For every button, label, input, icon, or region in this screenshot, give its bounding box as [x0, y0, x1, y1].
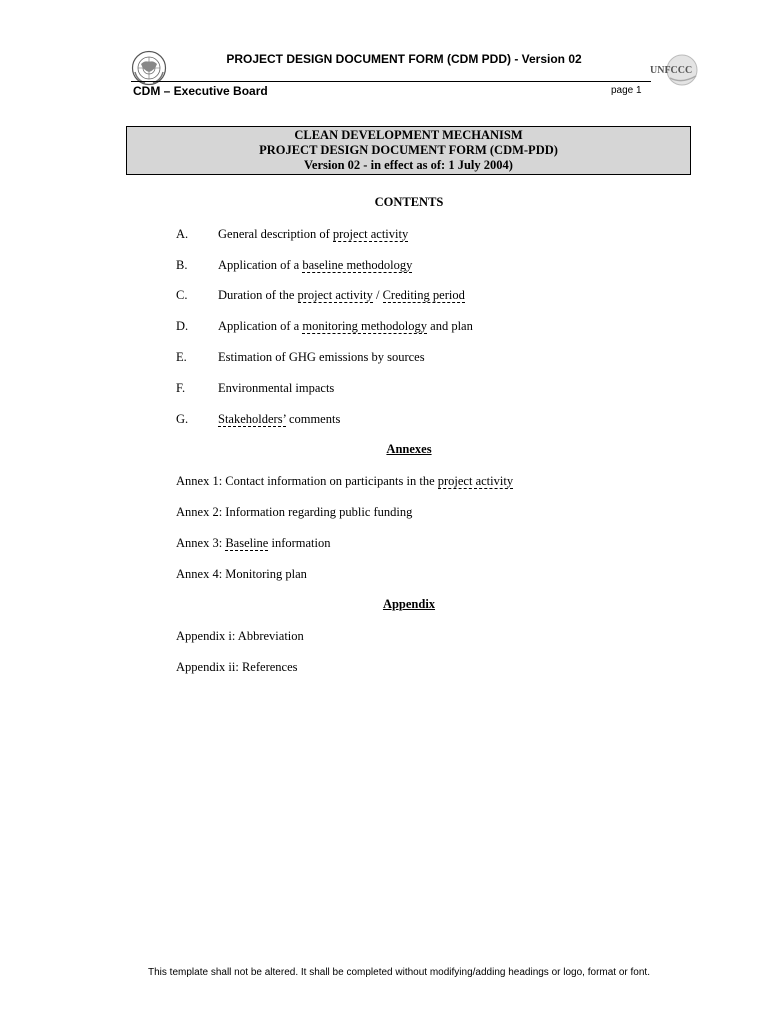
header-title: PROJECT DESIGN DOCUMENT FORM (CDM PDD) - Version 02: [226, 52, 582, 66]
item-text: Application of a: [218, 258, 303, 272]
contents-item-title: [218, 288, 465, 303]
item-text: Duration of the: [218, 288, 298, 302]
title-line-2: PROJECT DESIGN DOCUMENT FORM (CDM-PDD): [259, 143, 558, 157]
contents-item-letter: F.: [176, 381, 186, 395]
item-text: Annex 2: Information regarding public funding: [176, 505, 413, 519]
item-text: Appendix i: Abbreviation: [176, 629, 304, 643]
contents-item-title: [218, 412, 340, 427]
glossary-link[interactable]: Crediting period: [382, 288, 465, 302]
contents-item-title: [218, 350, 425, 365]
item-text: Environmental impacts: [218, 381, 335, 395]
title-line-1: CLEAN DEVELOPMENT MECHANISM: [294, 128, 523, 142]
contents-item-title: [218, 381, 334, 396]
glossary-link[interactable]: Stakeholders’: [218, 412, 286, 426]
contents-heading: CONTENTS: [374, 195, 444, 209]
contents-item-letter: B.: [176, 258, 188, 272]
contents-item-title: [218, 227, 408, 242]
glossary-link[interactable]: monitoring methodology: [302, 319, 428, 333]
header-divider: [131, 81, 651, 82]
annex-item: [176, 536, 331, 551]
item-text: /: [372, 288, 383, 302]
annex-item: [176, 567, 307, 582]
page-number: page 1: [611, 85, 642, 96]
item-text: and plan: [427, 319, 473, 333]
appendix-heading: Appendix: [382, 597, 436, 611]
item-text: information: [268, 536, 331, 550]
contents-item-letter: E.: [176, 350, 187, 364]
item-text: Annex 1: Contact information on participants in the: [176, 474, 438, 488]
unfccc-logo-text: UNFCCC: [650, 65, 693, 76]
contents-item-title: [218, 319, 473, 334]
unfccc-logo-icon: [648, 52, 700, 88]
annex-item: [176, 505, 412, 520]
item-text: Annex 3:: [176, 536, 226, 550]
contents-item-letter: A.: [176, 227, 189, 241]
item-text: comments: [285, 412, 341, 426]
contents-item-letter: D.: [176, 319, 189, 333]
contents-item-letter: C.: [176, 288, 188, 302]
item-text: Application of a: [218, 319, 303, 333]
item-text: Appendix ii: References: [176, 660, 298, 674]
glossary-link[interactable]: baseline methodology: [302, 258, 413, 272]
glossary-link[interactable]: project activity: [332, 227, 409, 241]
title-line-3: Version 02 - in effect as of: 1 July 2004): [304, 158, 513, 172]
title-box: [126, 126, 691, 175]
contents-item-letter: G.: [176, 412, 189, 426]
org-name: CDM – Executive Board: [133, 84, 268, 98]
glossary-link[interactable]: project activity: [437, 474, 514, 488]
glossary-link[interactable]: Baseline: [225, 536, 269, 550]
item-text: General description of: [218, 227, 333, 241]
item-text: Estimation of GHG emissions by sources: [218, 350, 425, 364]
item-text: Annex 4: Monitoring plan: [176, 567, 307, 581]
contents-item-title: [218, 258, 412, 273]
footer-note: This template shall not be altered. It shall be completed without modifying/adding headings or logo, format or font.: [148, 967, 650, 978]
appendix-item: [176, 660, 297, 675]
annexes-heading: Annexes: [386, 442, 432, 456]
appendix-item: [176, 629, 304, 644]
annex-item: [176, 474, 513, 489]
glossary-link[interactable]: project activity: [297, 288, 373, 302]
